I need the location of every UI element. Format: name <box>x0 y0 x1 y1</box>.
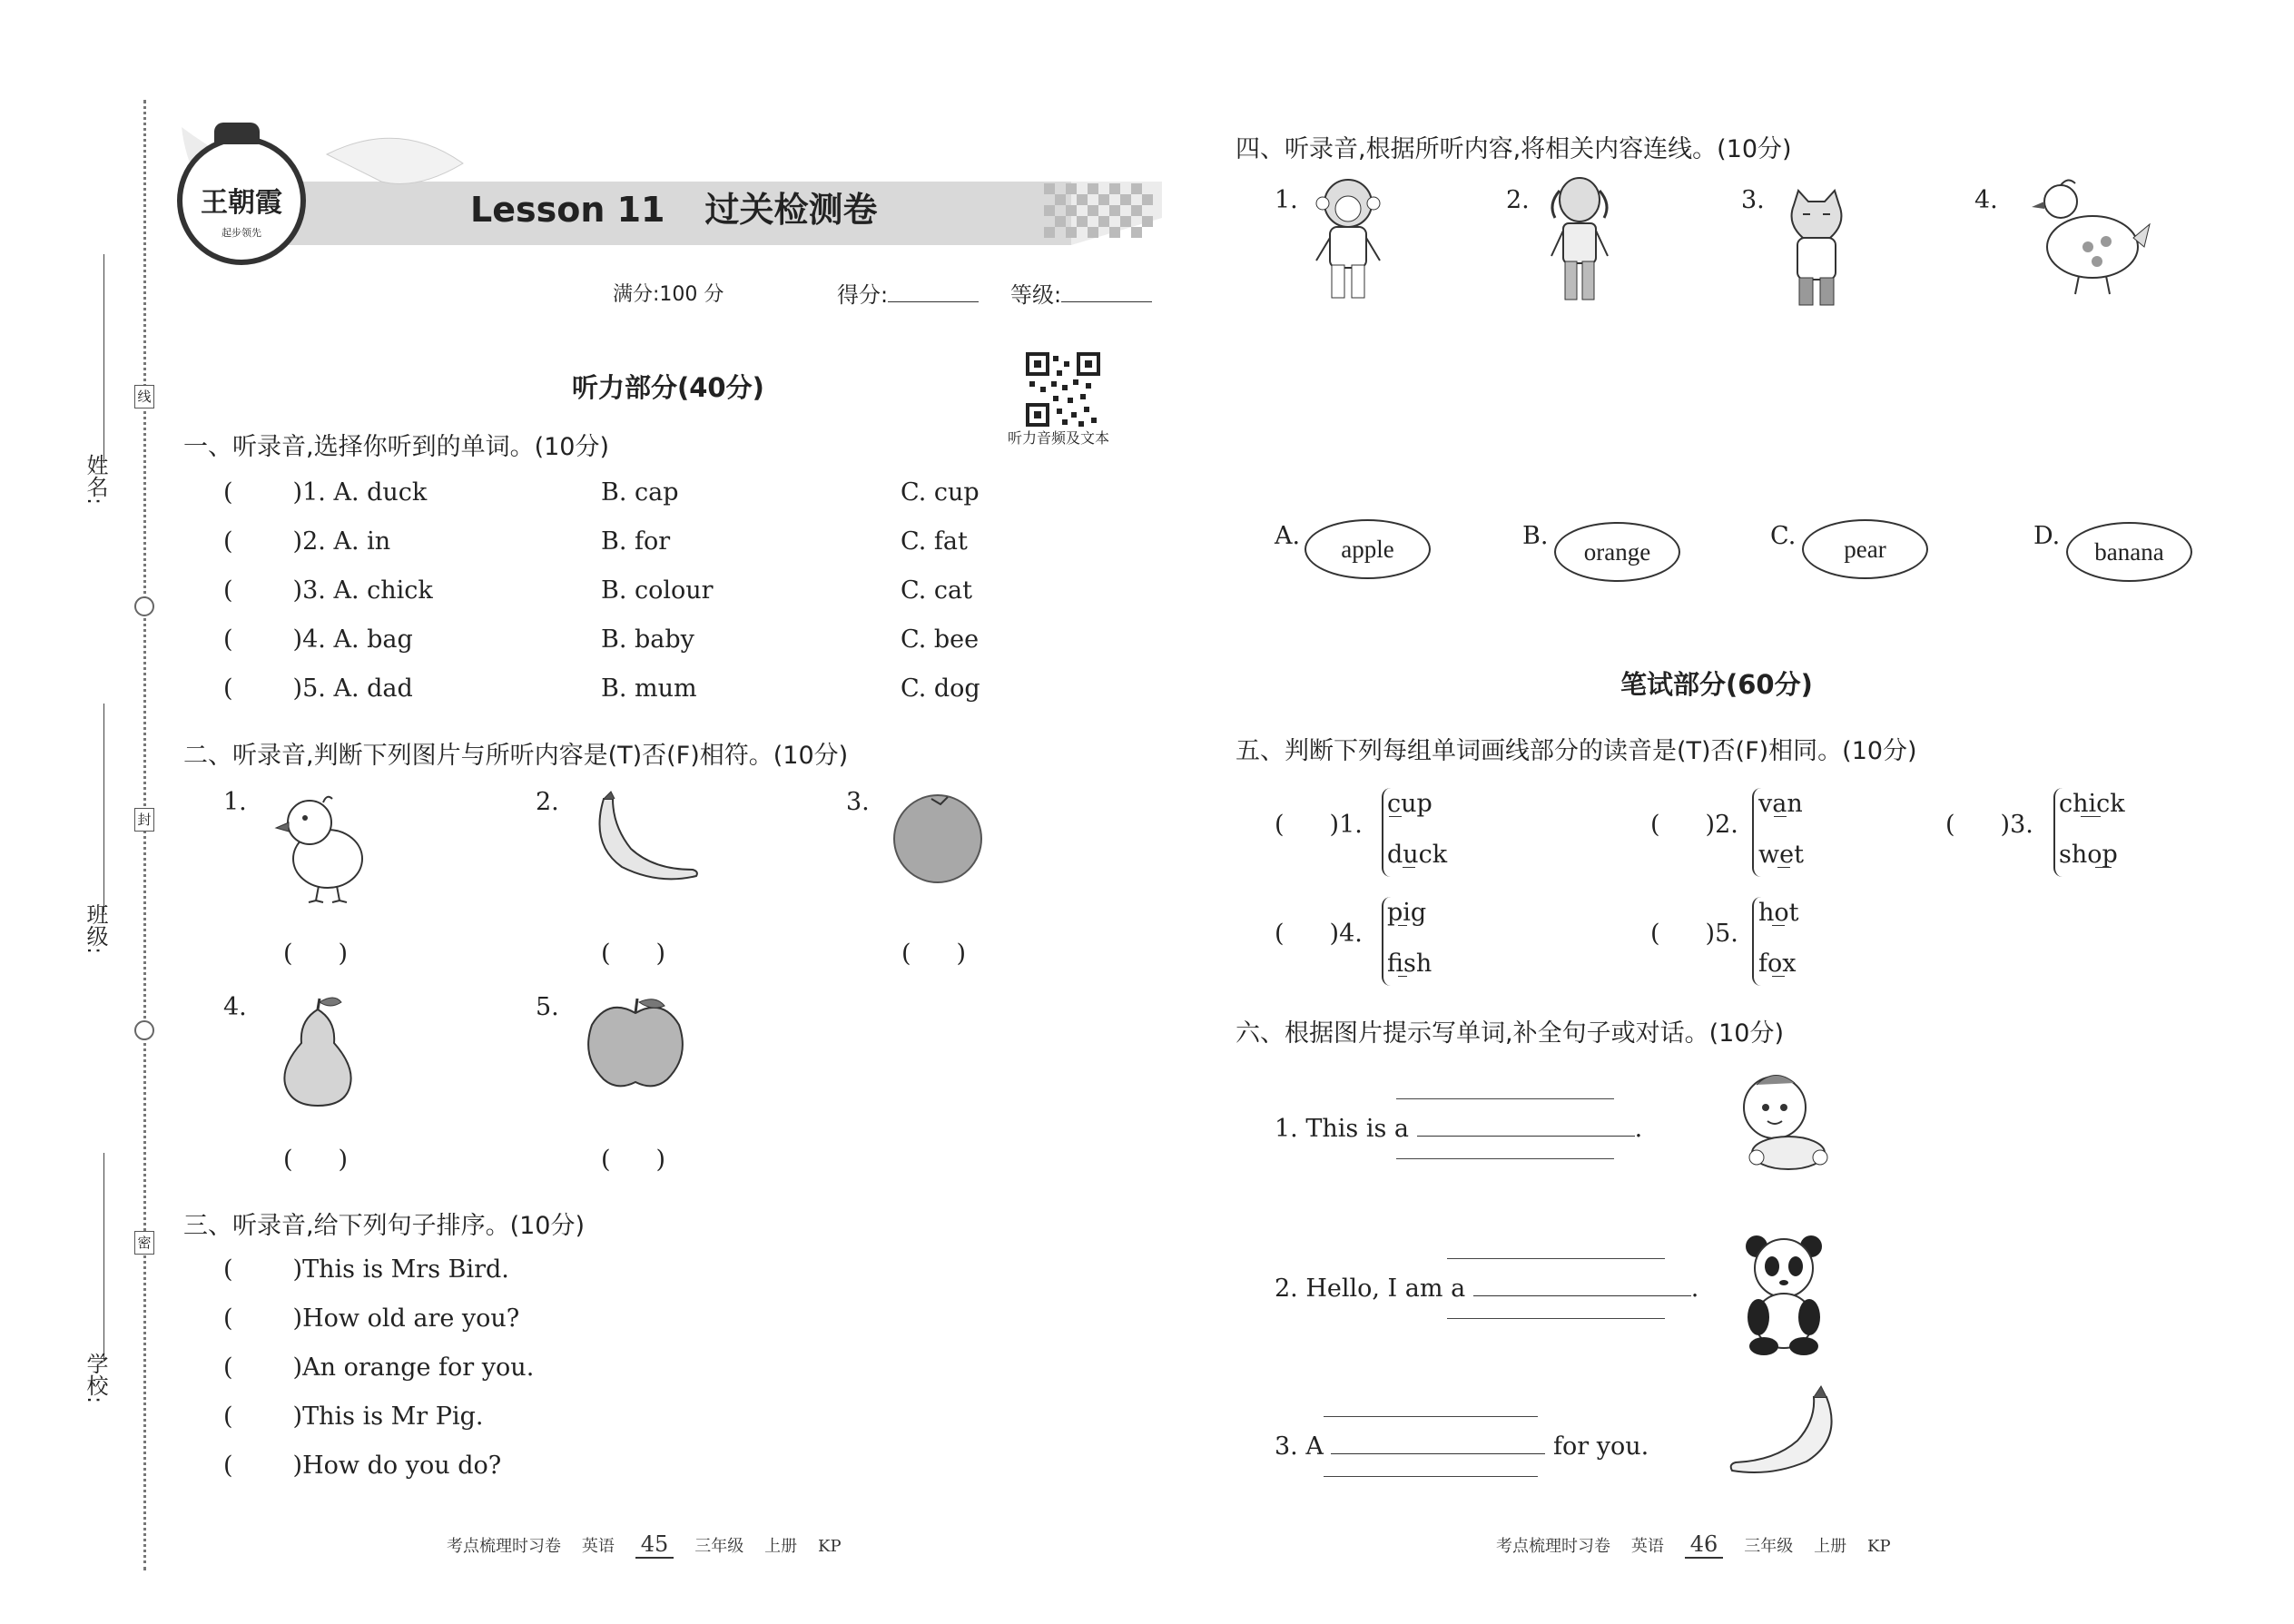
section-6-title: 六、根据图片提示写单词,补全句子或对话。(10分) <box>1236 1019 1785 1048</box>
s4-num-4: 4. <box>1974 186 1998 214</box>
s2-answer-5[interactable]: ( ) <box>601 1146 666 1174</box>
binding-hole-2 <box>134 1020 154 1040</box>
s1-item-4: ( )4. A. bag <box>223 625 413 654</box>
s4-letter-d: D. <box>2033 522 2061 550</box>
answer-paren[interactable]: ( <box>223 576 233 605</box>
underline-mark <box>2081 816 2101 817</box>
answer-paren[interactable]: ( <box>223 1452 233 1480</box>
s1-item-2-c: C. fat <box>901 527 968 556</box>
s2-num-2: 2. <box>536 788 559 816</box>
score-input-line[interactable] <box>888 301 979 302</box>
name-label: 姓名: <box>83 454 108 506</box>
baby-picture <box>1729 1067 1838 1176</box>
lesson-title: Lesson 11 过关检测卷 <box>470 190 878 230</box>
word-oval-orange[interactable]: orange <box>1554 522 1680 582</box>
school-label: 学校: <box>83 1353 108 1404</box>
answer-paren[interactable]: ( <box>1275 920 1285 948</box>
binding-dotted-line <box>143 100 146 1570</box>
listening-part-title: 听力部分(40分) <box>572 372 764 403</box>
s4-letter-c: C. <box>1770 522 1797 550</box>
grade-input-line[interactable] <box>1061 301 1152 302</box>
s3-item-1: ( )This is Mrs Bird. <box>223 1255 509 1284</box>
name-field-line <box>103 254 104 463</box>
word-oval-apple[interactable]: apple <box>1305 519 1431 579</box>
seal-mark-seal: 封 <box>134 808 154 832</box>
banana-picture-1 <box>586 790 704 890</box>
seal-mark-secret: 密 <box>134 1231 154 1255</box>
class-label: 班级: <box>83 903 108 955</box>
s5-words-3: chick shop <box>2059 790 2125 869</box>
monkey-picture <box>1307 174 1389 310</box>
s4-num-1: 1. <box>1275 186 1298 214</box>
answer-paren[interactable]: ( <box>223 1403 233 1431</box>
logo-subtext: 起步领先 <box>222 227 261 239</box>
s1-item-5: ( )5. A. dad <box>223 674 413 703</box>
answer-paren[interactable]: ( <box>1945 811 1955 839</box>
answer-paren[interactable]: ( <box>223 1255 233 1284</box>
s1-item-1: ( )1. A. duck <box>223 478 428 507</box>
answer-paren[interactable]: ( <box>1275 811 1285 839</box>
apple-picture <box>581 993 690 1093</box>
word-oval-pear[interactable]: pear <box>1802 519 1928 579</box>
s5-item-1: ( )1. <box>1275 811 1363 839</box>
writing-line <box>1324 1476 1538 1477</box>
writing-line <box>1447 1318 1665 1319</box>
chick-picture <box>269 786 369 904</box>
s1-item-1-c: C. cup <box>901 478 980 507</box>
s5-words-1: cup duck <box>1387 790 1448 869</box>
s4-num-3: 3. <box>1741 186 1765 214</box>
publisher-logo <box>177 136 306 265</box>
s5-item-4: ( )4. <box>1275 920 1363 948</box>
writing-line <box>1396 1158 1614 1159</box>
page-number: 46 <box>1685 1531 1724 1559</box>
s5-item-3: ( )3. <box>1945 811 2033 839</box>
underline-mark <box>1398 976 1407 977</box>
underline-mark <box>1403 867 1415 868</box>
answer-paren[interactable]: ( <box>1650 920 1660 948</box>
answer-paren[interactable]: ( <box>223 1304 233 1333</box>
s5-item-2: ( )2. <box>1650 811 1738 839</box>
written-part-title: 笔试部分(60分) <box>1620 669 1813 700</box>
s3-item-5: ( )How do you do? <box>223 1452 502 1480</box>
s5-words-5: hot fox <box>1758 899 1799 978</box>
s4-letter-b: B. <box>1522 522 1549 550</box>
section-4-title: 四、听录音,根据所听内容,将相关内容连线。(10分) <box>1236 135 1792 163</box>
class-field-line <box>103 704 104 912</box>
qr-code <box>1026 352 1100 427</box>
school-field-line <box>103 1153 104 1362</box>
cat-picture <box>1776 187 1857 323</box>
s6-answer-1[interactable] <box>1417 1136 1635 1137</box>
answer-paren[interactable]: ( <box>223 527 233 556</box>
s1-item-5-c: C. dog <box>901 674 980 703</box>
s1-item-1-b: B. cap <box>601 478 679 507</box>
underline-mark <box>1774 816 1787 817</box>
score-label: 得分: <box>837 277 979 309</box>
underline-mark <box>2095 867 2112 868</box>
s2-num-1: 1. <box>223 788 247 816</box>
s3-item-2: ( )How old are you? <box>223 1304 520 1333</box>
s2-answer-1[interactable]: ( ) <box>283 940 349 968</box>
binding-hole-1 <box>134 596 154 616</box>
underline-mark <box>1772 925 1785 926</box>
s1-item-4-c: C. bee <box>901 625 980 654</box>
s3-item-4: ( )This is Mr Pig. <box>223 1403 484 1431</box>
section-2-title: 二、听录音,判断下列图片与所听内容是(T)否(F)相符。(10分) <box>183 742 849 770</box>
section-1-title: 一、听录音,选择你听到的单词。(10分) <box>183 433 610 461</box>
footer-left: 考点梳理时习卷 英语 45 三年级 上册 KP <box>447 1531 842 1557</box>
s2-num-4: 4. <box>223 993 247 1021</box>
logo-text: 王朝霞 <box>201 187 282 219</box>
s6-item-1: 1. This is a . <box>1275 1115 1643 1143</box>
word-oval-banana[interactable]: banana <box>2066 522 2192 582</box>
s2-answer-2[interactable]: ( ) <box>601 940 666 968</box>
underline-mark <box>1389 816 1402 817</box>
underline-mark <box>1777 867 1790 868</box>
s5-item-5: ( )5. <box>1650 920 1738 948</box>
pear-picture <box>272 993 363 1111</box>
answer-paren[interactable]: ( <box>223 478 233 507</box>
underline-mark <box>1772 976 1785 977</box>
s2-num-3: 3. <box>846 788 870 816</box>
answer-paren[interactable]: ( <box>223 625 233 654</box>
logo-crown-icon <box>214 123 260 144</box>
s2-answer-3[interactable]: ( ) <box>901 940 967 968</box>
section-3-title: 三、听录音,给下列句子排序。(10分) <box>183 1212 586 1240</box>
writing-line <box>1447 1258 1665 1259</box>
s6-item-3: 3. A for you. <box>1275 1432 1649 1461</box>
s1-item-3: ( )3. A. chick <box>223 576 433 605</box>
orange-picture <box>888 788 988 888</box>
answer-paren[interactable]: ( <box>223 1353 233 1382</box>
qr-caption: 听力音频及文本 <box>1008 429 1110 447</box>
s1-item-5-b: B. mum <box>601 674 697 703</box>
writing-line <box>1324 1416 1538 1417</box>
panda-picture <box>1738 1230 1829 1357</box>
answer-paren[interactable]: ( <box>1650 811 1660 839</box>
s5-words-4: pig fish <box>1387 899 1433 978</box>
writing-line <box>1396 1098 1614 1099</box>
s6-answer-3[interactable] <box>1331 1453 1545 1454</box>
s4-num-2: 2. <box>1506 186 1530 214</box>
full-score: 满分:100 分 <box>613 283 724 306</box>
s2-answer-4[interactable]: ( ) <box>283 1146 349 1174</box>
banana-picture-2 <box>1725 1384 1843 1480</box>
s1-item-2: ( )2. A. in <box>223 527 391 556</box>
section-5-title: 五、判断下列每组单词画线部分的读音是(T)否(F)相同。(10分) <box>1236 737 1917 765</box>
s1-item-2-b: B. for <box>601 527 671 556</box>
s1-item-3-b: B. colour <box>601 576 714 605</box>
s4-letter-a: A. <box>1275 522 1301 550</box>
footer-right: 考点梳理时习卷 英语 46 三年级 上册 KP <box>1496 1531 1891 1557</box>
seal-mark-line: 线 <box>134 385 154 408</box>
answer-paren[interactable]: ( <box>223 674 233 703</box>
dog-picture <box>1539 172 1620 309</box>
bird-picture <box>2024 174 2151 301</box>
s1-item-3-c: C. cat <box>901 576 972 605</box>
s5-words-2: van wet <box>1758 790 1804 869</box>
s3-item-3: ( )An orange for you. <box>223 1353 535 1382</box>
s1-item-4-b: B. baby <box>601 625 694 654</box>
s6-item-2: 2. Hello, I am a . <box>1275 1275 1699 1303</box>
underline-mark <box>1398 925 1407 926</box>
s2-num-5: 5. <box>536 993 559 1021</box>
s6-answer-2[interactable] <box>1473 1295 1691 1296</box>
grade-label: 等级: <box>1010 277 1152 309</box>
page-number: 45 <box>635 1531 674 1559</box>
